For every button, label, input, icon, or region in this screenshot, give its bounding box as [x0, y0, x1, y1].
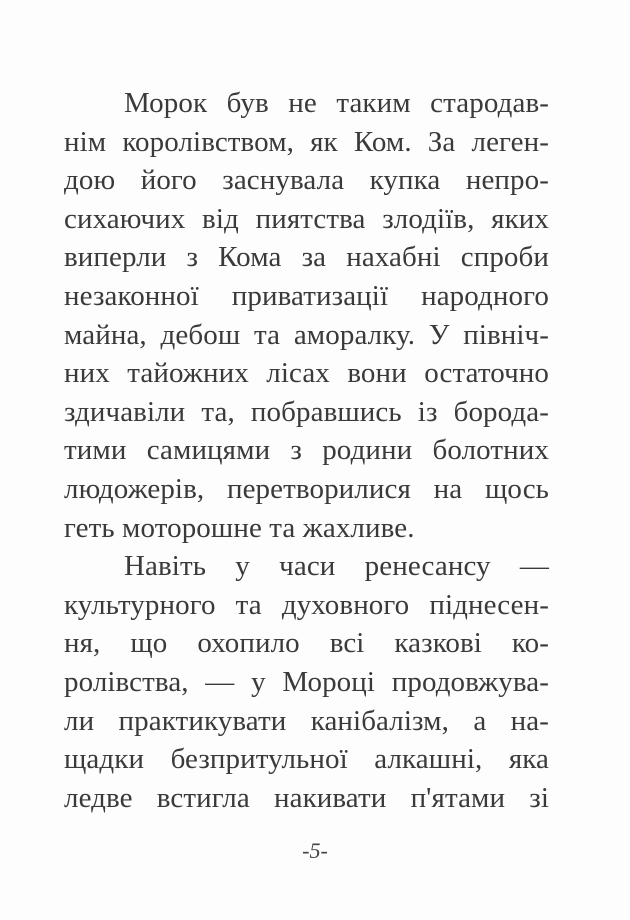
- text-line: дою його заснувала купка непро-: [64, 164, 549, 197]
- text-line: незаконної приватизації народного: [64, 279, 549, 312]
- text-line: сихаючих від пиятства злодіїв, яких: [64, 202, 549, 235]
- text-line: людожерів, перетворилися на щось: [64, 472, 549, 505]
- text-line: ролівства, — у Мороці продовжува-: [64, 665, 549, 698]
- text-line: щадки безпритульної алкашні, яка: [64, 743, 549, 776]
- text-line: них тайожних лісах вони остаточно: [64, 357, 549, 390]
- text-line: тими самицями з родини болотних: [64, 434, 549, 467]
- text-line: майна, дебош та аморалку. У північ-: [64, 318, 549, 351]
- text-line: Навіть у часи ренесансу —: [124, 550, 549, 583]
- body-text: [64, 84, 549, 817]
- text-line: культурного та духовного піднесен-: [64, 588, 549, 621]
- page-number: -5-: [302, 838, 328, 863]
- text-line: геть моторошне та жахливе.: [64, 511, 415, 544]
- text-line: ли практикувати канібалізм, а на-: [64, 704, 549, 737]
- text-line: здичавіли та, побравшись із борода-: [64, 395, 549, 428]
- text-line: ня, що охопило всі казкові ко-: [64, 627, 549, 660]
- text-line: виперли з Кома за нахабні спроби: [64, 241, 549, 274]
- text-line: Морок був не таким стародав-: [124, 87, 549, 119]
- text-line: нім королівством, як Ком. За леген-: [64, 125, 549, 158]
- text-line: ледве встигла накивати п'ятами зі: [64, 781, 549, 814]
